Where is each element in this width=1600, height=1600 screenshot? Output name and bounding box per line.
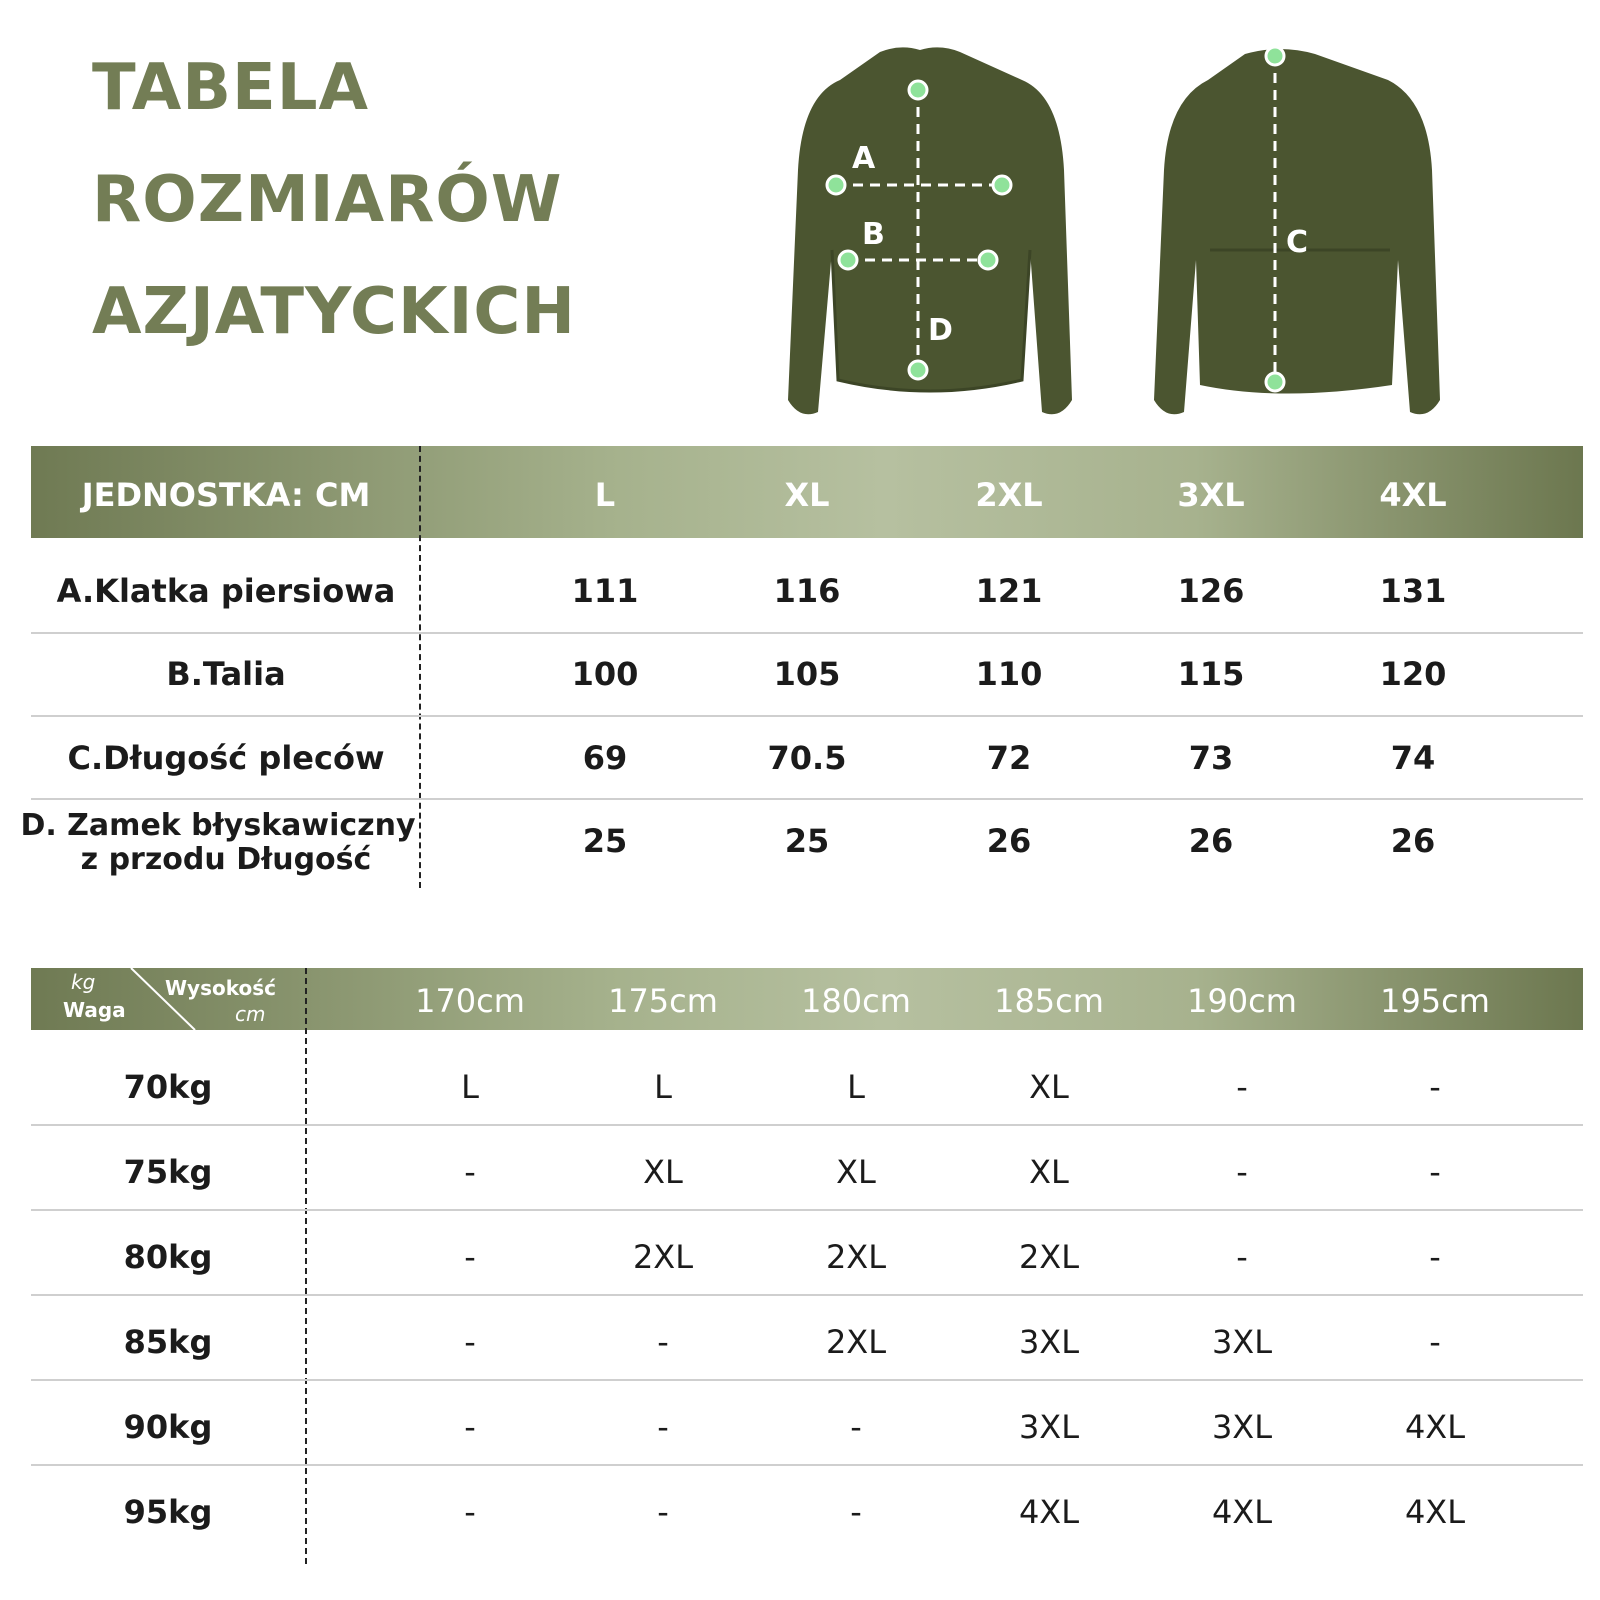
fit-cell: 3XL — [1018, 1408, 1080, 1446]
fit-cell: 2XL — [632, 1238, 694, 1276]
row-label-zip-line-2: z przodu Długość — [80, 842, 372, 877]
fit-cell: - — [850, 1493, 862, 1531]
size-header-2xl: 2XL — [975, 476, 1043, 514]
row-separator — [31, 1379, 1583, 1381]
fit-cell: L — [654, 1068, 672, 1106]
label-c: C — [1286, 225, 1309, 260]
row-separator — [31, 632, 1583, 634]
table-cell: 100 — [571, 655, 639, 693]
page-title-line-1: TABELA — [92, 51, 370, 125]
fit-cell: - — [464, 1238, 476, 1276]
fit-cell: - — [1429, 1323, 1441, 1361]
fit-cell: 3XL — [1211, 1323, 1273, 1361]
label-a: A — [852, 141, 876, 176]
marker-dot — [993, 176, 1011, 194]
row-label-zip-line-1: D. Zamek błyskawiczny — [20, 808, 416, 843]
table-cell: 69 — [582, 739, 628, 777]
weight-label: 70kg — [123, 1068, 213, 1106]
corner-kg: kg — [71, 970, 96, 994]
height-header-190: 190cm — [1187, 982, 1297, 1020]
weight-label: 90kg — [123, 1408, 213, 1446]
table-cell: 70.5 — [767, 739, 847, 777]
height-header-175: 175cm — [608, 982, 718, 1020]
marker-dot — [1266, 373, 1284, 391]
fit-cell: - — [464, 1153, 476, 1191]
table-cell: 131 — [1379, 572, 1447, 610]
row-separator — [31, 1124, 1583, 1126]
size-header-4xl: 4XL — [1379, 476, 1447, 514]
marker-dot — [909, 81, 927, 99]
corner-height: Wysokość — [165, 976, 277, 1000]
fit-cell: - — [657, 1408, 669, 1446]
height-header-195: 195cm — [1380, 982, 1490, 1020]
table-cell: 121 — [975, 572, 1043, 610]
fit-cell: 4XL — [1404, 1408, 1466, 1446]
table-cell: 120 — [1379, 655, 1447, 693]
table-cell: 25 — [582, 822, 628, 860]
row-label-waist: B.Talia — [166, 655, 286, 693]
height-header-170: 170cm — [415, 982, 525, 1020]
row-separator — [31, 715, 1583, 717]
row-separator — [31, 1209, 1583, 1211]
fit-cell: - — [1429, 1068, 1441, 1106]
size-header-xl: XL — [784, 476, 830, 514]
fit-cell: - — [1236, 1068, 1248, 1106]
fit-cell: XL — [836, 1153, 876, 1191]
fit-cell: 2XL — [825, 1238, 887, 1276]
jersey-front-diagram — [760, 40, 1100, 430]
marker-dot — [909, 361, 927, 379]
marker-dot — [979, 251, 997, 269]
height-header-185: 185cm — [994, 982, 1104, 1020]
table-cell: 115 — [1177, 655, 1245, 693]
fit-table-divider — [305, 968, 307, 1564]
row-label-back-length: C.Długość pleców — [67, 739, 385, 777]
table-cell: 74 — [1390, 739, 1436, 777]
fit-cell: L — [461, 1068, 479, 1106]
fit-cell: - — [1236, 1238, 1248, 1276]
unit-header: JEDNOSTKA: CM — [81, 476, 371, 514]
table-cell: 116 — [773, 572, 841, 610]
fit-cell: 4XL — [1018, 1493, 1080, 1531]
table-cell: 110 — [975, 655, 1043, 693]
table-cell: 26 — [1390, 822, 1436, 860]
fit-cell: - — [657, 1493, 669, 1531]
size-header-3xl: 3XL — [1177, 476, 1245, 514]
fit-cell: - — [1236, 1153, 1248, 1191]
fit-cell: 4XL — [1404, 1493, 1466, 1531]
corner-cm: cm — [235, 1002, 266, 1026]
fit-cell: 2XL — [825, 1323, 887, 1361]
weight-label: 95kg — [123, 1493, 213, 1531]
page-title-line-3: AZJATYCKICH — [92, 275, 576, 349]
table-cell: 26 — [1188, 822, 1234, 860]
fit-cell: - — [464, 1493, 476, 1531]
fit-cell: - — [464, 1323, 476, 1361]
fit-cell: 2XL — [1018, 1238, 1080, 1276]
label-b: B — [862, 217, 885, 252]
row-separator — [31, 798, 1583, 800]
corner-cell — [31, 968, 305, 1030]
row-separator — [31, 1464, 1583, 1466]
fit-cell: - — [850, 1408, 862, 1446]
jersey-back-diagram — [1140, 40, 1480, 430]
fit-cell: - — [1429, 1238, 1441, 1276]
fit-cell: XL — [1029, 1068, 1069, 1106]
fit-cell: 3XL — [1018, 1323, 1080, 1361]
weight-label: 85kg — [123, 1323, 213, 1361]
weight-label: 75kg — [123, 1153, 213, 1191]
fit-cell: - — [1429, 1153, 1441, 1191]
size-header-l: L — [594, 476, 616, 514]
table-cell: 73 — [1188, 739, 1234, 777]
table-cell: 26 — [986, 822, 1032, 860]
label-d: D — [928, 313, 953, 348]
fit-cell: L — [847, 1068, 865, 1106]
fit-cell: XL — [1029, 1153, 1069, 1191]
table-cell: 72 — [986, 739, 1032, 777]
fit-cell: - — [464, 1408, 476, 1446]
table-cell: 105 — [773, 655, 841, 693]
marker-dot — [1266, 47, 1284, 65]
marker-dot — [827, 176, 845, 194]
page-title-line-2: ROZMIARÓW — [92, 163, 563, 237]
row-separator — [31, 1294, 1583, 1296]
corner-weight: Waga — [63, 998, 126, 1022]
table-cell: 126 — [1177, 572, 1245, 610]
weight-label: 80kg — [123, 1238, 213, 1276]
height-header-180: 180cm — [801, 982, 911, 1020]
row-label-chest: A.Klatka piersiowa — [56, 572, 396, 610]
table-cell: 111 — [571, 572, 639, 610]
table-cell: 25 — [784, 822, 830, 860]
marker-dot — [839, 251, 857, 269]
fit-cell: 4XL — [1211, 1493, 1273, 1531]
fit-cell: XL — [643, 1153, 683, 1191]
fit-cell: - — [657, 1323, 669, 1361]
fit-cell: 3XL — [1211, 1408, 1273, 1446]
